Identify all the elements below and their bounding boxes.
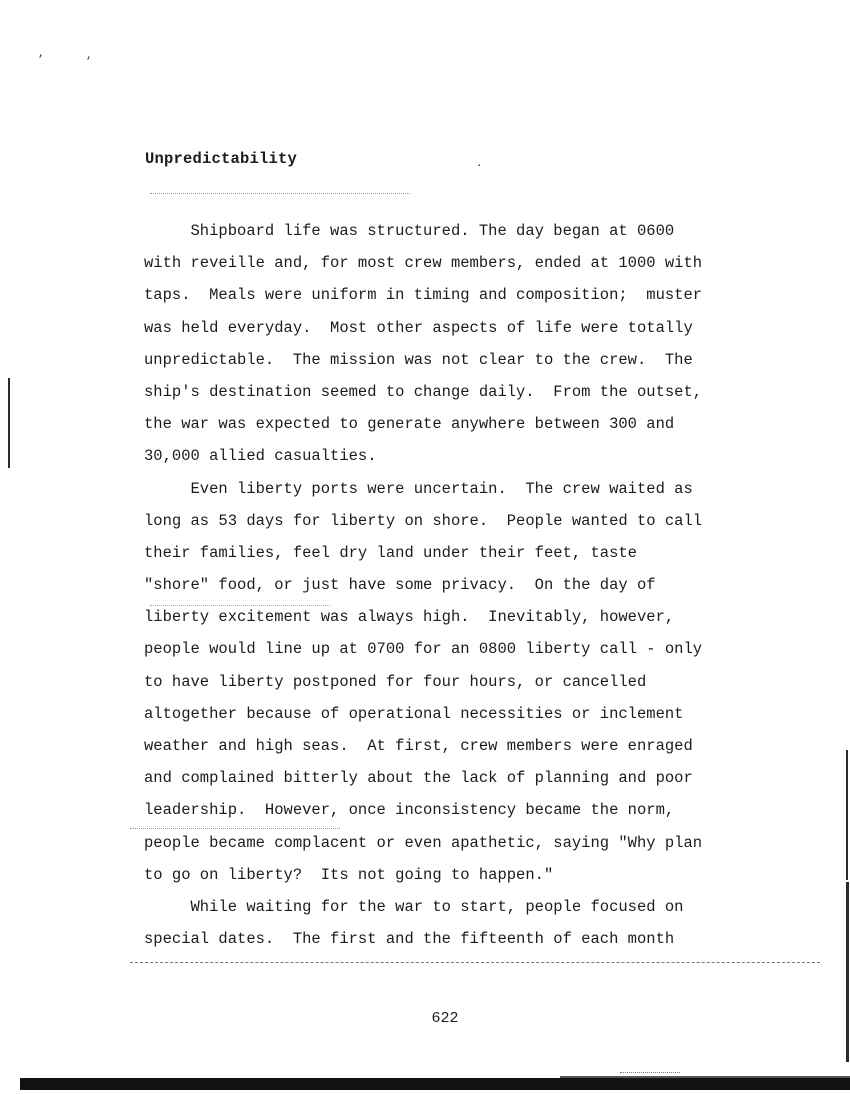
text-line: the war was expected to generate anywhere between 300 and — [144, 415, 675, 434]
scan-speck — [620, 1072, 680, 1074]
right-margin-bar — [846, 882, 849, 1062]
text-line: Even liberty ports were uncertain. The crew waited as — [144, 479, 693, 498]
text-line: altogether because of operational necessities or inclement — [144, 704, 684, 723]
text-line: to have liberty postponed for four hours, or cancelled — [144, 672, 647, 691]
section-heading: Unpredictability — [145, 150, 298, 168]
right-margin-bar — [846, 750, 848, 880]
scan-mark: , — [38, 48, 45, 60]
scan-edge-bar — [20, 1078, 850, 1090]
text-line: and complained bitterly about the lack of planning and poor — [144, 769, 693, 788]
scan-speck — [130, 962, 820, 964]
text-line: special dates. The first and the fifteenth of each month — [144, 930, 675, 949]
text-line: unpredictable. The mission was not clear to the crew. The — [144, 350, 693, 369]
text-line: with reveille and, for most crew members, ended at 1000 with — [144, 254, 703, 273]
text-line: ship's destination seemed to change daily. From the outset, — [144, 382, 703, 401]
text-line: long as 53 days for liberty on shore. People wanted to call — [144, 511, 703, 530]
text-line: Shipboard life was structured. The day began at 0600 — [144, 222, 675, 240]
text-line: 30,000 allied casualties. — [144, 447, 377, 466]
text-line: to go on liberty? Its not going to happen." — [144, 865, 554, 884]
text-line: people would line up at 0700 for an 0800 liberty call - only — [144, 640, 703, 659]
text-line: "shore" food, or just have some privacy. On the day of — [144, 576, 656, 595]
body-text — [144, 215, 784, 955]
scan-mark: , — [86, 50, 93, 62]
page-number: 622 — [431, 1010, 459, 1027]
text-line: was held everyday. Most other aspects of life were totally — [144, 318, 693, 337]
text-line: leadership. However, once inconsistency became the norm, — [144, 801, 675, 820]
text-line: people became complacent or even apathetic, saying "Why plan — [144, 833, 703, 852]
text-line: While waiting for the war to start, people focused on — [144, 897, 684, 916]
scan-speck — [150, 193, 410, 195]
scan-mark: . — [476, 158, 483, 170]
text-line: weather and high seas. At first, crew members were enraged — [144, 737, 693, 755]
left-margin-bar — [8, 378, 10, 468]
text-line: liberty excitement was always high. Inevitably, however, — [144, 608, 675, 627]
text-line: taps. Meals were uniform in timing and composition; muster — [144, 286, 703, 305]
text-line: their families, feel dry land under their feet, taste — [144, 543, 637, 562]
